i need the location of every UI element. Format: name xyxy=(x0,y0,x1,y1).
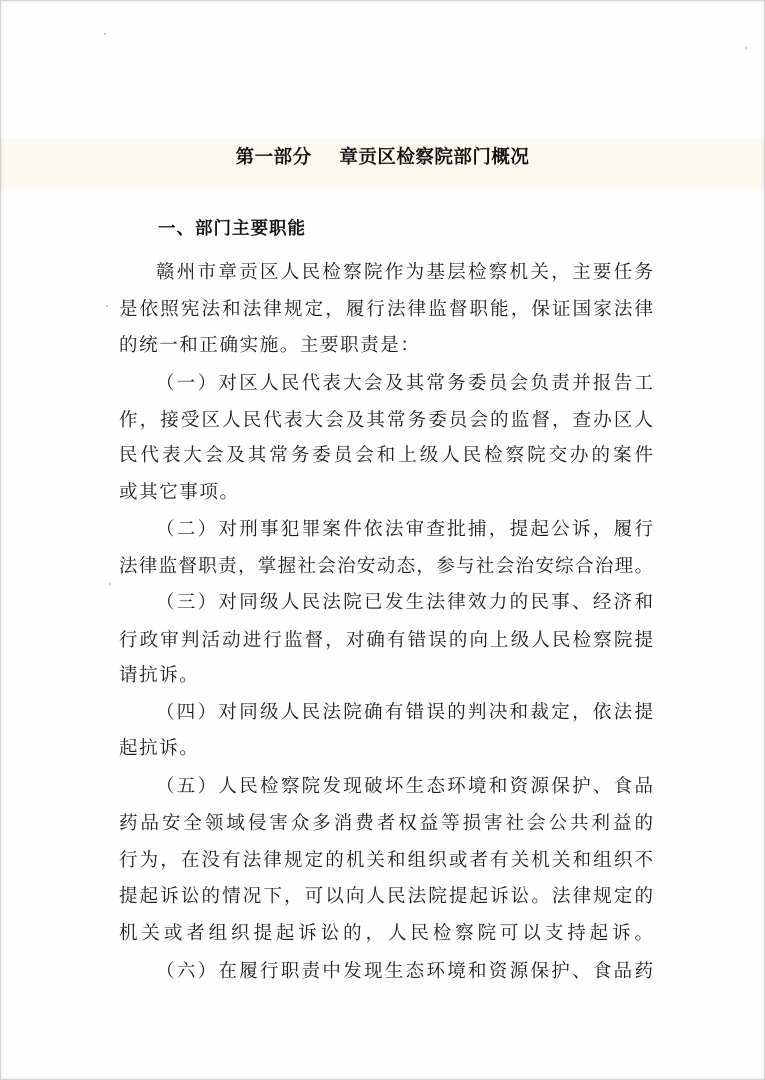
body-line: （一）对区人民代表大会及其常务委员会负责并报告工 xyxy=(156,373,653,394)
body-line: 法律监督职责，掌握社会治安动态，参与社会治安综合治理。 xyxy=(119,556,653,577)
body-line: 民代表大会及其常务委员会和上级人民检察院交办的案件 xyxy=(119,445,653,466)
scan-speck xyxy=(109,583,111,585)
body-line: 提起诉讼的情况下，可以向人民法院提起诉讼。法律规定的 xyxy=(119,886,653,907)
body-line: （二）对刑事犯罪案件依法审查批捕，提起公诉，履行 xyxy=(156,519,653,540)
body-line: （六）在履行职责中发现生态环境和资源保护、食品药 xyxy=(156,961,653,982)
body-line: （三）对同级人民法院已发生法律效力的民事、经济和 xyxy=(156,592,653,613)
body-line: （五）人民检察院发现破坏生态环境和资源保护、食品 xyxy=(156,776,653,797)
section-title: 一、部门主要职能 xyxy=(158,219,306,239)
body-line: 行政审判活动进行监督，对确有错误的向上级人民检察院提 xyxy=(119,630,653,651)
body-line: 作，接受区人民代表大会及其常务委员会的监督，查办区人 xyxy=(119,410,653,431)
scan-speck xyxy=(106,305,108,307)
body-line: 药品安全领域侵害众多消费者权益等损害社会公共利益的 xyxy=(119,813,653,834)
body-line: 机关或者组织提起诉讼的，人民检察院可以支持起诉。 xyxy=(119,923,653,944)
body-line: 或其它事项。 xyxy=(119,482,240,503)
body-line: 的统一和正确实施。主要职责是： xyxy=(119,335,421,356)
body-line: 是依照宪法和法律规定，履行法律监督职能，保证国家法律 xyxy=(119,299,653,320)
page-title: 第一部分 章贡区检察院部门概况 xyxy=(235,147,530,168)
body-line: 起抗诉。 xyxy=(119,738,200,759)
scan-speck xyxy=(104,33,106,35)
body-line: （四）对同级人民法院确有错误的判决和裁定，依法提 xyxy=(156,702,653,723)
body-line: 行为，在没有法律规定的机关和组织或者有关机关和组织不 xyxy=(119,850,653,871)
scan-speck xyxy=(745,47,747,49)
body-line: 请抗诉。 xyxy=(119,665,200,686)
body-line: 赣州市章贡区人民检察院作为基层检察机关，主要任务 xyxy=(156,262,653,283)
